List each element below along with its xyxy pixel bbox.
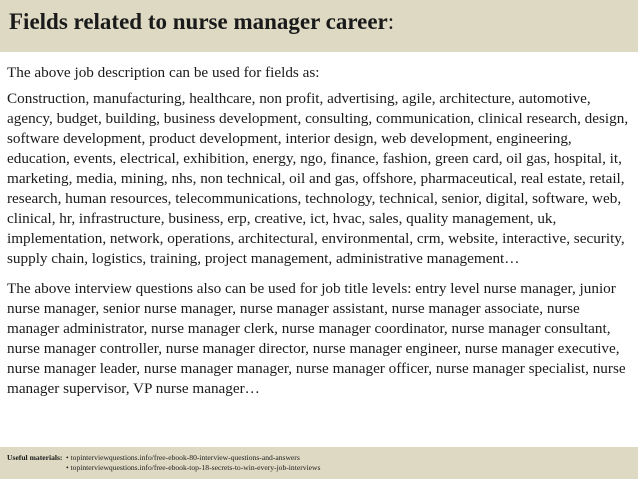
footer-link[interactable]: • topinterviewquestions.info/free-ebook-top-18-secrets-to-win-every-job-interviews [66, 463, 321, 472]
title-bar [0, 0, 638, 52]
title-colon: : [387, 9, 395, 34]
slide-content [7, 63, 634, 399]
slide-title: Fields related to nurse manager career: [9, 9, 395, 34]
footer-link[interactable]: • topinterviewquestions.info/free-ebook-80-interview-questions-and-answers [66, 453, 300, 462]
footer-bar [0, 447, 638, 479]
footer-label: Useful materials: [7, 453, 63, 462]
intro-paragraph: The above job description can be used for fields as: [7, 64, 320, 81]
job-titles-paragraph: The above interview questions also can be used for job title levels: entry level nurse manager, junior nurse manager, senior nurse manager, nurse manager assistant, nurse manager associate, nurse manager administrator, nurse manager clerk, nurse manager coordinator, nurse manager consultant, nurse manager controller, nurse manager director, nurse manager engineer, nurse manager executive, nurse manager leader, nurse manager manager, nurse manager officer, nurse manager specialist, nurse manager supervisor, VP nurse manager… [7, 280, 626, 397]
fields-paragraph: Construction, manufacturing, healthcare, non profit, advertising, agile, architecture, automotive, agency, budget, building, business development, consulting, communication, clinical research, design, software development, product development, interior design, web development, engineering, education, events, electrical, exhibition, energy, ngo, finance, fashion, green card, oil gas, hospital, it, marketing, media, mining, nhs, non technical, oil and gas, offshore, pharmaceutical, real estate, retail, research, human resources, telecommunications, technology, technical, senior, digital, software, web, clinical, hr, infrastructure, business, erp, creative, ict, hvac, sales, quality management, uk, implementation, network, operations, architectural, environmental, crm, website, interactive, security, supply chain, logistics, training, project management, administrative management… [7, 90, 629, 267]
footer-links [66, 453, 320, 473]
